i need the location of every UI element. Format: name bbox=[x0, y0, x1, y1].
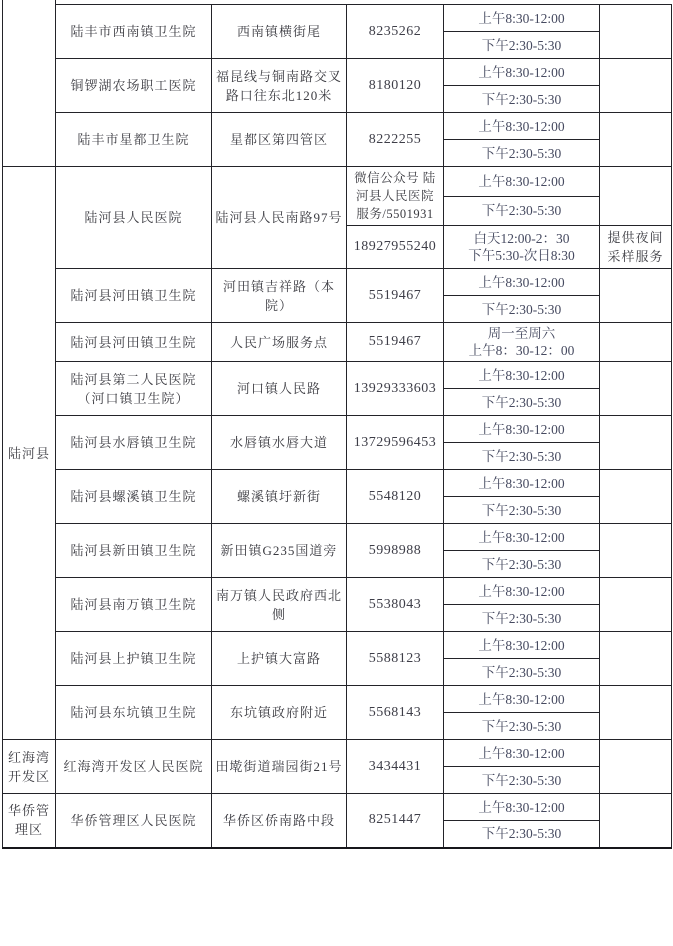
hours-text: 下午2:30-5:30 bbox=[481, 610, 562, 626]
hours-text: 下午2:30-5:30 bbox=[481, 826, 562, 842]
table-row bbox=[3, 740, 672, 767]
table-row bbox=[3, 578, 672, 605]
hospital-name-cell: 陆河县东坑镇卫生院 bbox=[56, 686, 212, 740]
address-cell: 河口镇人民路 bbox=[212, 362, 347, 416]
table-row bbox=[3, 59, 672, 86]
hours-cell bbox=[444, 659, 600, 686]
table-row bbox=[3, 323, 672, 362]
hours-text: 下午2:30-5:30 bbox=[481, 502, 562, 518]
phone-cell: 5998988 bbox=[347, 524, 444, 578]
hours-text: 上午8:30-12:00 bbox=[478, 10, 565, 26]
hours-cell bbox=[444, 32, 600, 59]
hours-cell bbox=[444, 416, 600, 443]
hospital-name-cell: 陆河县河田镇卫生院 bbox=[56, 269, 212, 323]
hours-cell bbox=[444, 167, 600, 197]
hours-text: 上午8:30-12:00 bbox=[478, 529, 565, 545]
phone-cell: 5548120 bbox=[347, 470, 444, 524]
note-cell bbox=[600, 269, 672, 323]
address-cell: 螺溪镇圩新街 bbox=[212, 470, 347, 524]
table-row bbox=[3, 632, 672, 659]
hours-cell bbox=[444, 740, 600, 767]
phone-cell: 8180120 bbox=[347, 59, 444, 113]
hours-cell bbox=[444, 497, 600, 524]
phone-cell: 8251447 bbox=[347, 794, 444, 848]
hours-cell bbox=[444, 470, 600, 497]
hours-text: 上午8:30-12:00 bbox=[478, 637, 565, 653]
note-cell bbox=[600, 5, 672, 59]
hours-cell bbox=[444, 551, 600, 578]
hospital-name-cell: 陆河县螺溪镇卫生院 bbox=[56, 470, 212, 524]
hours-cell bbox=[444, 5, 600, 32]
address-cell: 陆河县人民南路97号 bbox=[212, 167, 347, 269]
address-cell: 人民广场服务点 bbox=[212, 323, 347, 362]
phone-cell: 13729596453 bbox=[347, 416, 444, 470]
hospital-name-cell: 红海湾开发区人民医院 bbox=[56, 740, 212, 794]
hospital-name-cell: 陆河县上护镇卫生院 bbox=[56, 632, 212, 686]
phone-cell: 微信公众号 陆河县人民医院服务/5501931 bbox=[347, 167, 444, 226]
hours-text: 下午2:30-5:30 bbox=[481, 301, 562, 317]
address-cell: 田墘街道瑞园街21号 bbox=[212, 740, 347, 794]
table-row bbox=[3, 5, 672, 32]
hours-cell bbox=[444, 389, 600, 416]
address-cell: 河田镇吉祥路（本院） bbox=[212, 269, 347, 323]
hours-text: 下午2:30-5:30 bbox=[481, 145, 562, 161]
address-cell: 上护镇大富路 bbox=[212, 632, 347, 686]
hospital-name-cell: 华侨管理区人民医院 bbox=[56, 794, 212, 848]
hours-cell bbox=[444, 323, 600, 362]
address-cell: 水唇镇水唇大道 bbox=[212, 416, 347, 470]
phone-cell: 5519467 bbox=[347, 269, 444, 323]
address-cell: 东坑镇政府附近 bbox=[212, 686, 347, 740]
hours-text: 下午2:30-5:30 bbox=[481, 203, 562, 219]
hours-cell bbox=[444, 578, 600, 605]
note-cell bbox=[600, 686, 672, 740]
hours-cell bbox=[444, 686, 600, 713]
hospital-name-cell: 陆丰市星都卫生院 bbox=[56, 113, 212, 167]
hours-text: 下午2:30-5:30 bbox=[481, 448, 562, 464]
hours-text: 上午8:30-12:00 bbox=[478, 64, 565, 80]
note-cell bbox=[600, 113, 672, 167]
hours-cell bbox=[444, 713, 600, 740]
table-row bbox=[3, 794, 672, 821]
hours-text: 下午5:30-次日8:30 bbox=[468, 248, 575, 263]
note-cell bbox=[600, 59, 672, 113]
hours-cell bbox=[444, 226, 600, 269]
note-cell bbox=[600, 416, 672, 470]
hospital-name-cell: 陆丰市西南镇卫生院 bbox=[56, 5, 212, 59]
hours-text: 下午2:30-5:30 bbox=[481, 718, 562, 734]
hours-text: 上午8:30-12:00 bbox=[478, 799, 565, 815]
address-cell: 西南镇横街尾 bbox=[212, 5, 347, 59]
note-cell bbox=[600, 167, 672, 226]
note-cell bbox=[600, 323, 672, 362]
hours-text: 周一至周六 bbox=[487, 326, 556, 341]
table-row bbox=[3, 167, 672, 197]
note-cell bbox=[600, 740, 672, 794]
region-cell: 陆河县 bbox=[3, 167, 56, 740]
table-row bbox=[3, 470, 672, 497]
table-row bbox=[3, 524, 672, 551]
hours-cell bbox=[444, 59, 600, 86]
hours-cell bbox=[444, 524, 600, 551]
phone-cell: 8222255 bbox=[347, 113, 444, 167]
hours-cell bbox=[444, 821, 600, 848]
hospital-name-cell: 陆河县河田镇卫生院 bbox=[56, 323, 212, 362]
hours-text: 上午8:30-12:00 bbox=[478, 475, 565, 491]
hours-text: 上午8:30-12:00 bbox=[478, 745, 565, 761]
hours-text: 上午8:30-12:00 bbox=[478, 274, 565, 290]
hours-cell bbox=[444, 86, 600, 113]
address-cell: 福昆线与铜南路交叉路口往东北120米 bbox=[212, 59, 347, 113]
hours-cell bbox=[444, 269, 600, 296]
hours-cell bbox=[444, 767, 600, 794]
table-row bbox=[3, 416, 672, 443]
hours-text: 上午8:30-12:00 bbox=[478, 173, 565, 189]
hours-text: 上午8:30-12:00 bbox=[478, 421, 565, 437]
hours-cell bbox=[444, 794, 600, 821]
note-cell bbox=[600, 632, 672, 686]
hours-text: 上午8：30-12：00 bbox=[468, 343, 575, 358]
hours-text: 下午2:30-5:30 bbox=[481, 556, 562, 572]
hours-cell bbox=[444, 443, 600, 470]
address-cell: 华侨区侨南路中段 bbox=[212, 794, 347, 848]
hours-text: 下午2:30-5:30 bbox=[481, 772, 562, 788]
hospital-sampling-schedule-table bbox=[2, 4, 672, 849]
region-cell bbox=[3, 5, 56, 167]
phone-cell: 18927955240 bbox=[347, 226, 444, 269]
hours-text: 上午8:30-12:00 bbox=[478, 583, 565, 599]
note-cell bbox=[600, 578, 672, 632]
hours-cell bbox=[444, 140, 600, 167]
hospital-name-cell: 陆河县水唇镇卫生院 bbox=[56, 416, 212, 470]
hospital-name-cell: 陆河县人民医院 bbox=[56, 167, 212, 269]
phone-cell: 13929333603 bbox=[347, 362, 444, 416]
note-cell bbox=[600, 794, 672, 848]
phone-cell: 5519467 bbox=[347, 323, 444, 362]
hours-text: 下午2:30-5:30 bbox=[481, 394, 562, 410]
phone-cell: 3434431 bbox=[347, 740, 444, 794]
hours-cell bbox=[444, 632, 600, 659]
phone-cell: 8235262 bbox=[347, 5, 444, 59]
hours-text: 白天12:00-2：30 bbox=[473, 231, 570, 246]
note-cell bbox=[600, 362, 672, 416]
phone-cell: 5568143 bbox=[347, 686, 444, 740]
phone-cell: 5538043 bbox=[347, 578, 444, 632]
hours-text: 上午8:30-12:00 bbox=[478, 118, 565, 134]
region-cell: 红海湾开发区 bbox=[3, 740, 56, 794]
hours-cell bbox=[444, 196, 600, 226]
hospital-name-cell: 陆河县新田镇卫生院 bbox=[56, 524, 212, 578]
hours-cell bbox=[444, 113, 600, 140]
phone-cell: 5588123 bbox=[347, 632, 444, 686]
address-cell: 星都区第四管区 bbox=[212, 113, 347, 167]
address-cell: 新田镇G235国道旁 bbox=[212, 524, 347, 578]
hours-cell bbox=[444, 296, 600, 323]
table-body bbox=[3, 5, 672, 848]
region-cell: 华侨管理区 bbox=[3, 794, 56, 848]
table-row bbox=[3, 269, 672, 296]
table-row bbox=[3, 362, 672, 389]
hours-text: 上午8:30-12:00 bbox=[478, 691, 565, 707]
hours-text: 下午2:30-5:30 bbox=[481, 37, 562, 53]
hours-text: 下午2:30-5:30 bbox=[481, 664, 562, 680]
hours-cell bbox=[444, 605, 600, 632]
hospital-name-cell: 陆河县南万镇卫生院 bbox=[56, 578, 212, 632]
hospital-name-cell: 陆河县第二人民医院（河口镇卫生院） bbox=[56, 362, 212, 416]
hours-cell bbox=[444, 362, 600, 389]
note-cell bbox=[600, 470, 672, 524]
note-cell: 提供夜间采样服务 bbox=[600, 226, 672, 269]
note-cell bbox=[600, 524, 672, 578]
table-row bbox=[3, 686, 672, 713]
hospital-name-cell: 铜锣湖农场职工医院 bbox=[56, 59, 212, 113]
address-cell: 南万镇人民政府西北侧 bbox=[212, 578, 347, 632]
table-row bbox=[3, 113, 672, 140]
hours-text: 上午8:30-12:00 bbox=[478, 367, 565, 383]
hours-text: 下午2:30-5:30 bbox=[481, 91, 562, 107]
